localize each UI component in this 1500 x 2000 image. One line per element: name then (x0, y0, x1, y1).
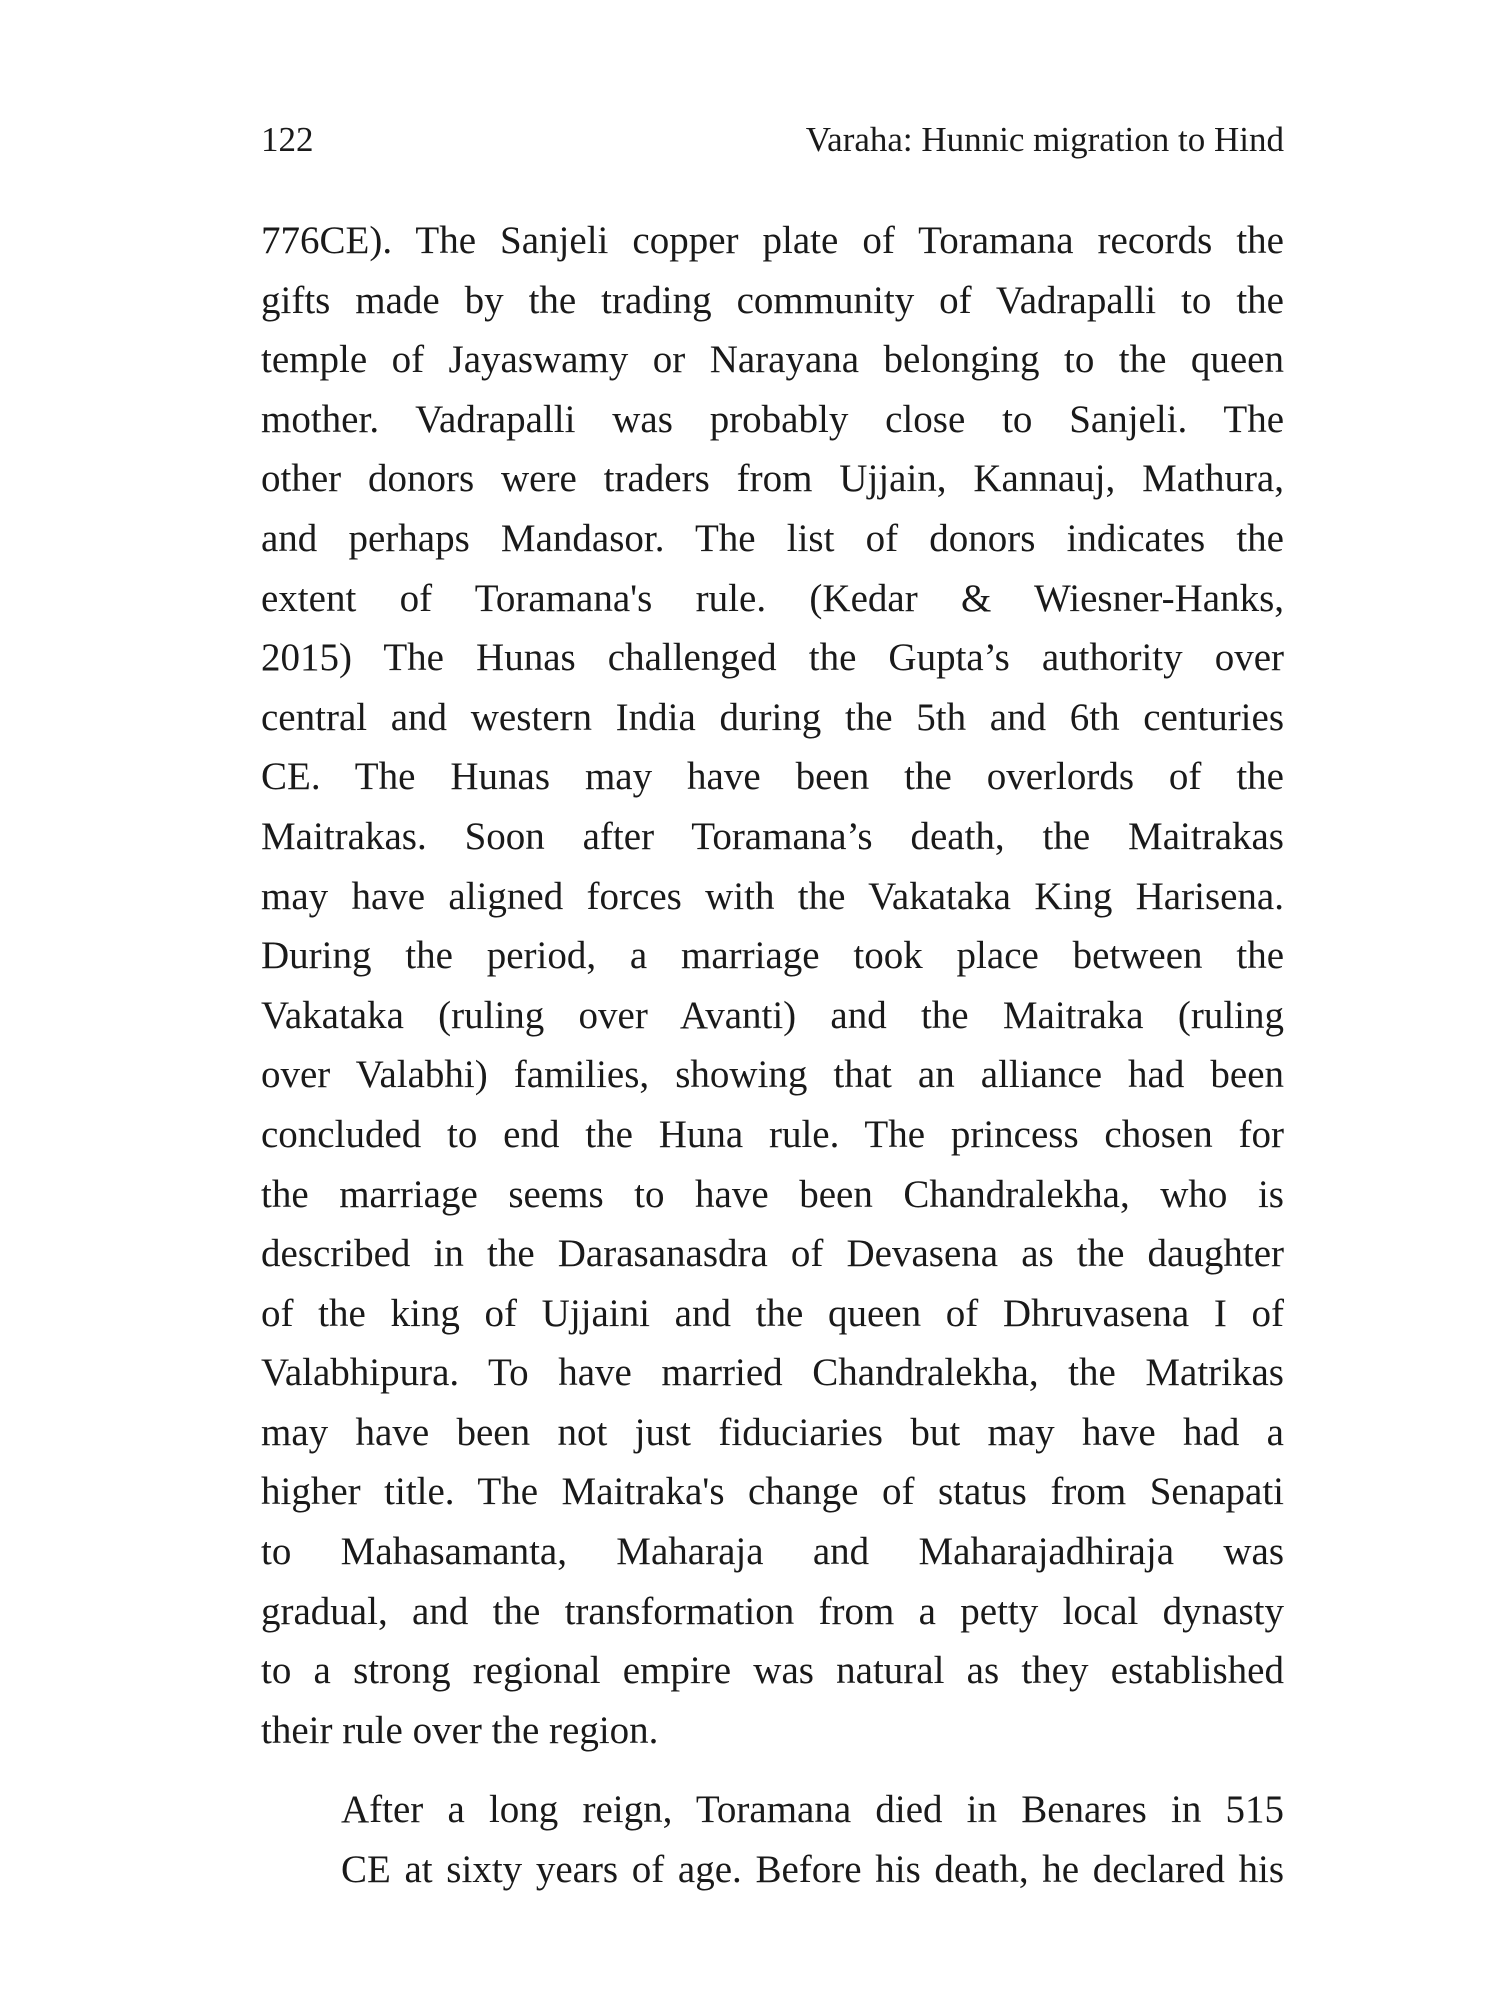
text-line: Vakataka (ruling over Avanti) and the Maitraka (ruling (261, 993, 1284, 1037)
text-line: extent of Toramana's rule. (Kedar & Wiesner-Hanks, (261, 576, 1284, 620)
text-line: their rule over the region. (261, 1708, 659, 1752)
text-line: of the king of Ujjaini and the queen of Dhruvasena I of (261, 1291, 1284, 1335)
text-line: to Mahasamanta, Maharaja and Maharajadhiraja was (261, 1530, 1284, 1574)
running-header (261, 118, 1284, 162)
text-line: temple of Jayaswamy or Narayana belonging to the queen (261, 338, 1284, 382)
text-line: During the period, a marriage took place between the (261, 934, 1284, 978)
text-line: higher title. The Maitraka's change of status from Senapati (261, 1470, 1284, 1514)
text-line: CE at sixty years of age. Before his death, he declared his (341, 1848, 1284, 1892)
text-line: and perhaps Mandasor. The list of donors indicates the (261, 516, 1284, 560)
text-line: CE. The Hunas may have been the overlords of the (261, 755, 1284, 799)
text-line: other donors were traders from Ujjain, Kannauj, Mathura, (261, 457, 1284, 501)
text-line: described in the Darasanasdra of Devasena as the daughter (261, 1232, 1284, 1276)
text-line: the marriage seems to have been Chandralekha, who is (261, 1172, 1284, 1216)
text-line: 2015) The Hunas challenged the Gupta’s authority over (261, 636, 1284, 680)
paragraph-2 (261, 1780, 1284, 1899)
text-line: over Valabhi) families, showing that an alliance had been (261, 1053, 1284, 1097)
text-line: gifts made by the trading community of Vadrapalli to the (261, 278, 1284, 322)
text-line: 776CE). The Sanjeli copper plate of Toramana records the (261, 219, 1284, 262)
text-line: to a strong regional empire was natural as they established (261, 1649, 1284, 1693)
body-text (261, 211, 1284, 1900)
text-line: gradual, and the transformation from a petty local dynasty (261, 1589, 1284, 1633)
text-line: may have aligned forces with the Vakataka King Harisena. (261, 874, 1284, 918)
text-line: Maitrakas. Soon after Toramana’s death, the Maitrakas (261, 814, 1284, 858)
text-line: may have been not just fiduciaries but may have had a (261, 1410, 1284, 1454)
text-line: central and western India during the 5th and 6th centuries (261, 695, 1284, 739)
running-title: Varaha: Hunnic migration to Hind (805, 120, 1284, 159)
text-line: Valabhipura. To have married Chandralekha, the Matrikas (261, 1351, 1284, 1395)
text-line: mother. Vadrapalli was probably close to Sanjeli. The (261, 397, 1284, 441)
text-line: concluded to end the Huna rule. The princess chosen for (261, 1112, 1284, 1156)
page-number: 122 (261, 120, 314, 159)
text-line: After a long reign, Toramana died in Benares in 515 (341, 1788, 1284, 1832)
paragraph-1 (261, 211, 1284, 1760)
